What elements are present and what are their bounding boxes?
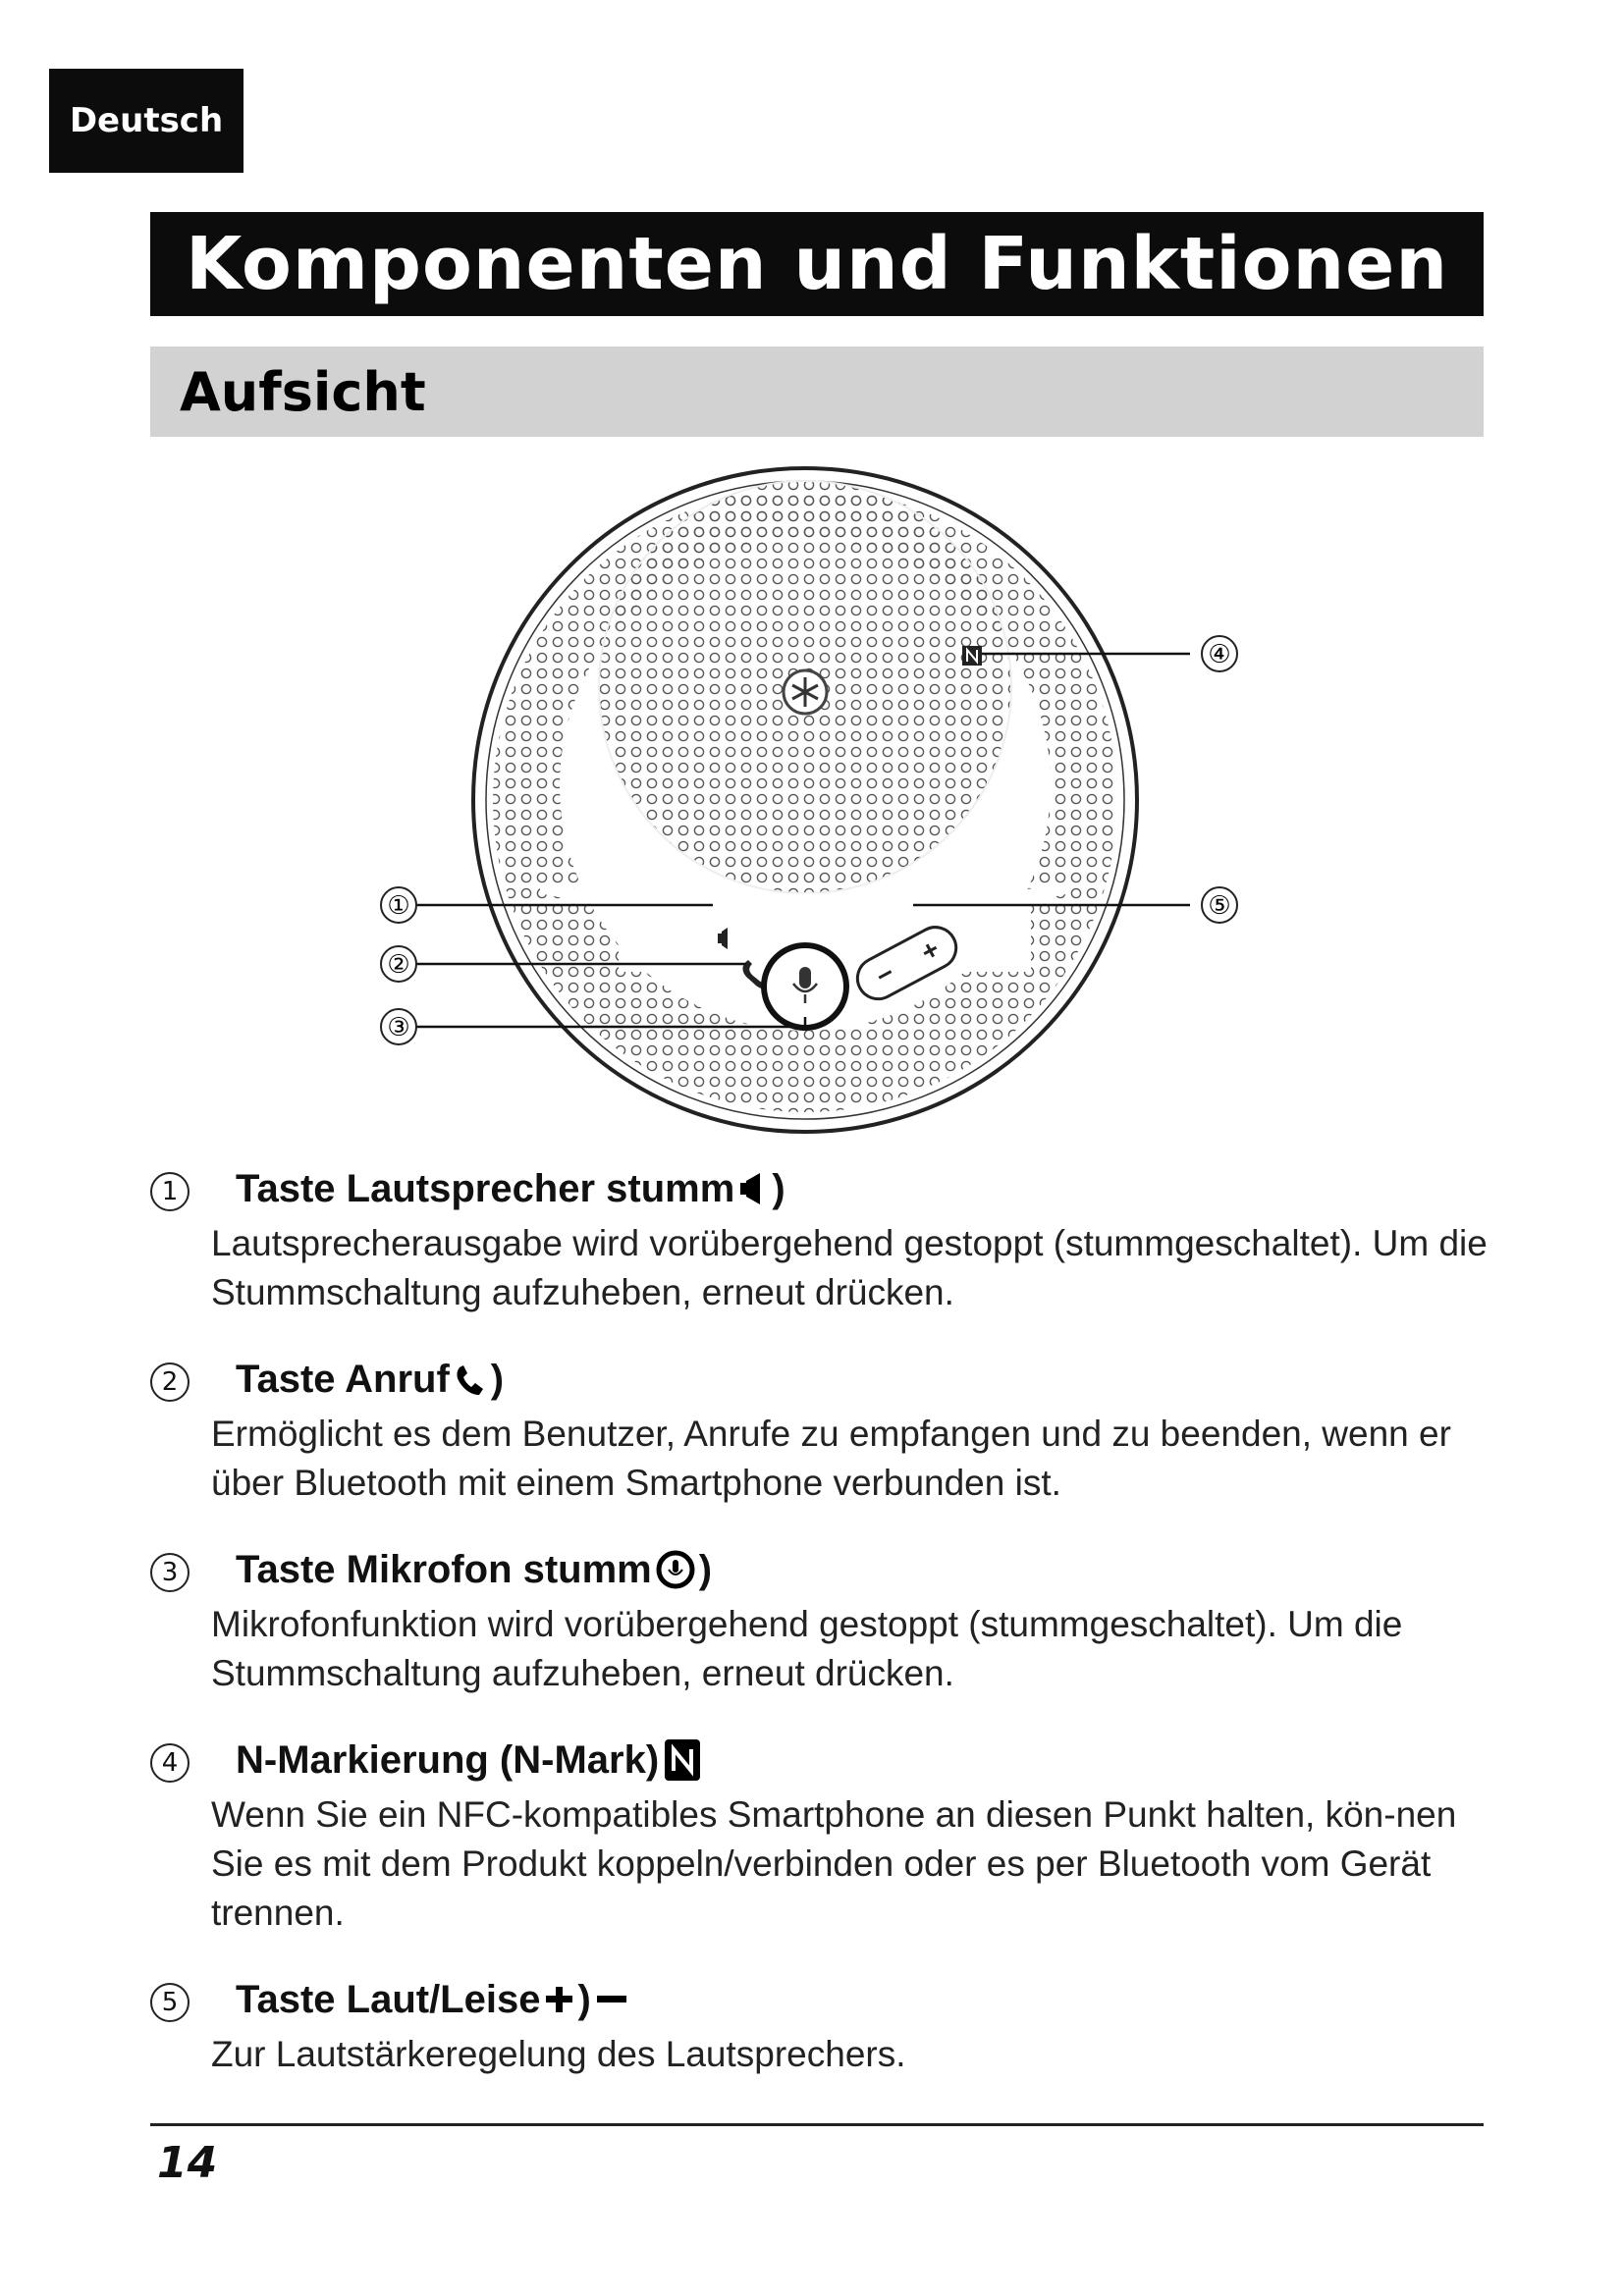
- callout-4-label: ④: [1208, 640, 1231, 669]
- item-description: Wenn Sie ein NFC-kompatibles Smartphone an diesen Punkt halten, kön-nen Sie es mit dem Produkt koppeln/verbinden oder es per Bluetooth vom Gerät trennen.: [211, 1794, 1457, 1933]
- speaker-mute-icon: [738, 1166, 768, 1211]
- callout-2-label: ②: [387, 950, 410, 980]
- list-item: [147, 1969, 1492, 2079]
- callout-2: [381, 946, 416, 982]
- item-title-close: ): [698, 1547, 713, 1591]
- callout-4: [1202, 636, 1237, 671]
- item-title-text: Taste Laut/Leise: [236, 1977, 541, 2021]
- list-item: [147, 1539, 1492, 1698]
- callout-1-label: ①: [387, 891, 410, 921]
- item-title-text: Taste Mikrofon stumm: [236, 1547, 652, 1591]
- plus-icon: [544, 1977, 573, 2022]
- footer-divider: [150, 2123, 1484, 2126]
- page-title: Komponenten und Funktionen: [150, 212, 1484, 316]
- item-title: [236, 1357, 504, 1402]
- item-number: 3: [150, 1553, 189, 1592]
- item-description: Mikrofonfunktion wird vorübergehend gestoppt (stummgeschaltet). Um die Stummschaltung aufzuheben, erneut drücken.: [211, 1604, 1403, 1693]
- item-number: 5: [150, 1983, 189, 2022]
- callout-5-label: ⑤: [1208, 891, 1231, 921]
- item-description: Ermöglicht es dem Benutzer, Anrufe zu empfangen und zu beenden, wenn er über Bluetooth mit einem Smartphone verbunden ist.: [211, 1414, 1451, 1503]
- item-title-text: Taste Anruf: [236, 1357, 450, 1401]
- item-title: [236, 1547, 712, 1592]
- item-description: Zur Lautstärkeregelung des Lautsprechers.: [211, 2034, 906, 2074]
- language-tab: Deutsch: [49, 69, 244, 173]
- list-item: [147, 1349, 1492, 1508]
- item-title: [236, 1737, 702, 1783]
- speaker-top-view-diagram: [387, 461, 1276, 1148]
- list-item: [147, 1730, 1492, 1938]
- item-number: 4: [150, 1743, 189, 1783]
- section-heading: Aufsicht: [150, 347, 1484, 437]
- microphone-mute-icon: [656, 1547, 695, 1592]
- item-title-close: ): [577, 1977, 591, 2021]
- list-item: [147, 1158, 1492, 1317]
- item-title-close: ): [772, 1166, 785, 1210]
- item-description: Lautsprecherausgabe wird vorübergehend gestoppt (stummgeschaltet). Um die Stummschaltung aufzuheben, erneut drücken.: [211, 1223, 1488, 1312]
- minus-icon: [595, 1977, 628, 2022]
- callout-3-label: ③: [387, 1013, 410, 1042]
- nfc-icon: [663, 1737, 702, 1783]
- item-title: [236, 1977, 628, 2022]
- item-title: [236, 1166, 785, 1211]
- item-number: 1: [150, 1172, 189, 1211]
- component-list: [147, 1158, 1492, 2110]
- callout-3: [381, 1009, 416, 1044]
- phone-icon: [454, 1357, 487, 1402]
- callout-1: [381, 887, 416, 923]
- item-title-text: N-Markierung (N-Mark): [236, 1737, 660, 1782]
- speaker-mute-button: [718, 934, 722, 943]
- page-number: 14: [157, 2138, 218, 2188]
- callout-5: [1202, 887, 1237, 923]
- item-number: 2: [150, 1362, 189, 1402]
- item-title-close: ): [490, 1357, 505, 1401]
- item-title-text: Taste Lautsprecher stumm: [236, 1166, 735, 1210]
